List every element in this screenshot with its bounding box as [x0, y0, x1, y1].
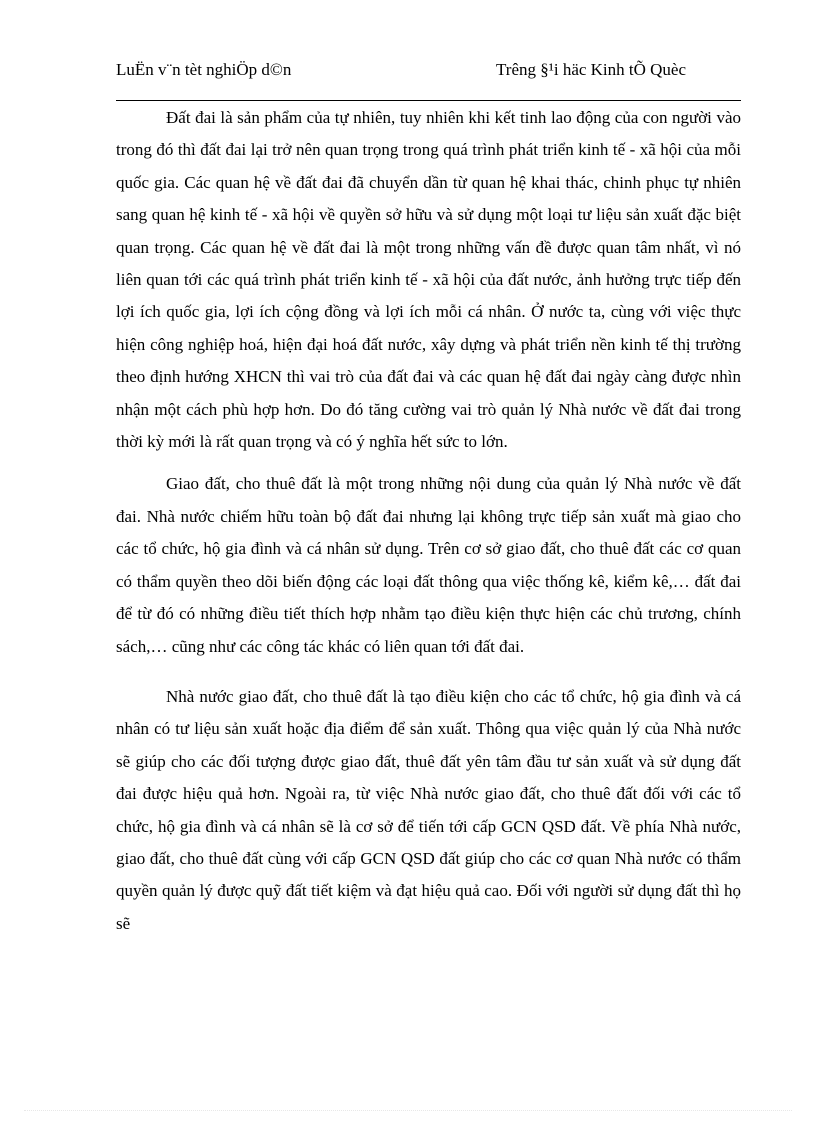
- header-left-text: LuËn v¨n tèt nghiÖp d©n: [116, 60, 292, 79]
- page-bottom-rule: [24, 1110, 792, 1111]
- body-text: [116, 102, 741, 940]
- page-header: [116, 60, 741, 101]
- paragraph-3: Nhà nước giao đất, cho thuê đất là tạo điều kiện cho các tổ chức, hộ gia đình và cá nhân có tư liệu sản xuất hoặc địa điểm để sản xuất. Thông qua việc quản lý của Nhà nước sẽ giúp cho các đối tượng được giao đất, thuê đất yên tâm đầu tư sản xuất và sử dụng đất đai được hiệu quả hơn. Ngoài ra, từ việc Nhà nước giao đất, cho thuê đất đối với các tổ chức, hộ gia đình và cá nhân sẽ là cơ sở để tiến tới cấp GCN QSD đất. Về phía Nhà nước, giao đất, cho thuê đất cùng với cấp GCN QSD đất giúp cho các cơ quan Nhà nước có thẩm quyền quản lý được quỹ đất tiết kiệm và đạt hiệu quả cao. Đối với người sử dụng đất thì họ sẽ: [116, 686, 741, 933]
- paragraph-2: Giao đất, cho thuê đất là một trong những nội dung của quản lý Nhà nước về đất đai. Nhà nước chiếm hữu toàn bộ đất đai nhưng lại không trực tiếp sản xuất mà giao cho các tổ chức, hộ gia đình và cá nhân sử dụng. Trên cơ sở giao đất, cho thuê đất các cơ quan có thẩm quyền theo dõi biến động các loại đất thông qua việc thống kê, kiểm kê,… đất đai để từ đó có những điều tiết thích hợp nhằm tạo điều kiện thực hiện các chủ trương, chính sách,… cũng như các công tác khác có liên quan tới đất đai.: [116, 474, 741, 656]
- header-right-text: Trêng §¹i häc Kinh tÕ Quèc: [496, 60, 687, 79]
- paragraph-1: Đất đai là sản phẩm của tự nhiên, tuy nhiên khi kết tinh lao động của con người vào trong đó thì đất đai lại trở nên quan trọng trong quá trình phát triển kinh tế - xã hội của mỗi quốc gia. Các quan hệ về đất đai đã chuyển dần từ quan hệ khai thác, chinh phục tự nhiên sang quan hệ kinh tế - xã hội về quyền sở hữu và sử dụng một loại tư liệu sản xuất đặc biệt quan trọng. Các quan hệ về đất đai là một trong những vấn đề được quan tâm nhất, vì nó liên quan tới các quá trình phát triển kinh tế - xã hội của đất nước, ảnh hưởng trực tiếp đến lợi ích quốc gia, lợi ích cộng đồng và lợi ích mỗi cá nhân. Ở nước ta, cùng với việc thực hiện công nghiệp hoá, hiện đại hoá đất nước, xây dựng và phát triển nền kinh tế thị trường theo định hướng XHCN thì vai trò của đất đai và các quan hệ đất đai ngày càng được nhìn nhận một cách phù hợp hơn. Do đó tăng cường vai trò quản lý Nhà nước về đất đai trong thời kỳ mới là rất quan trọng và có ý nghĩa hết sức to lớn.: [116, 108, 741, 452]
